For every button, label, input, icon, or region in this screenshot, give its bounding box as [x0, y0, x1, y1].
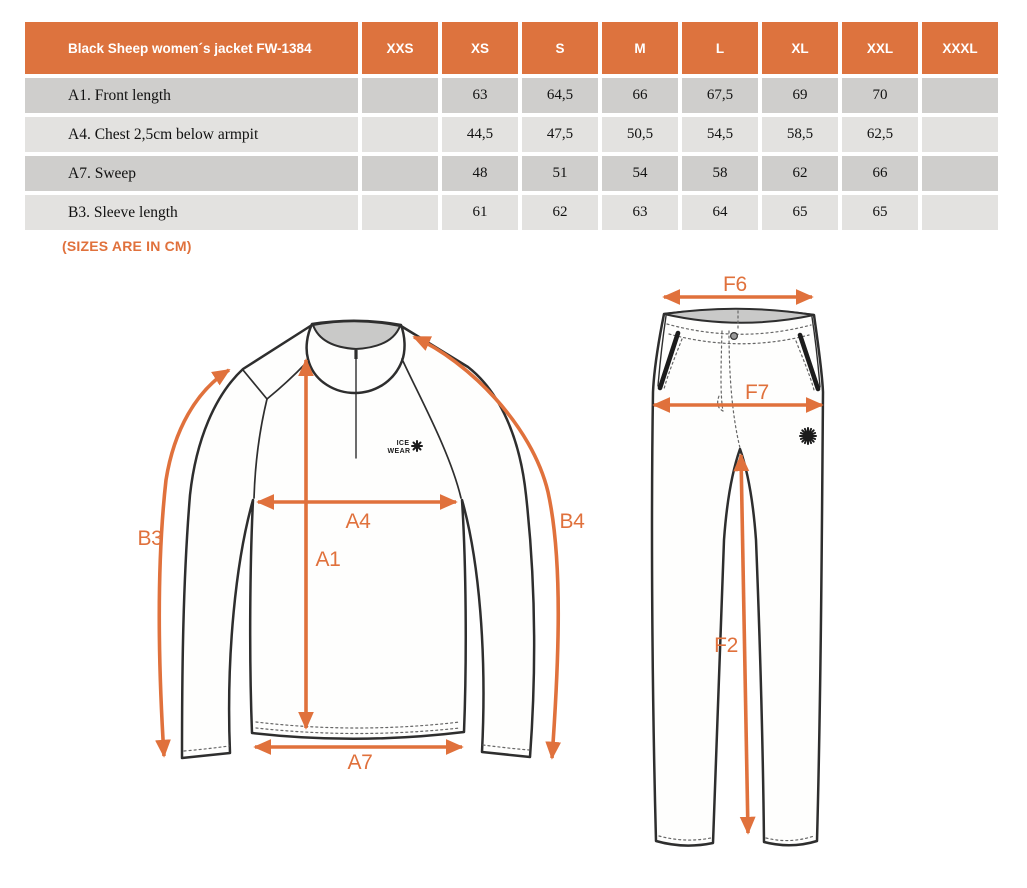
col-header-xs: XS [442, 22, 518, 74]
label-a4: A4 [345, 510, 371, 533]
cell-value: 63 [602, 195, 678, 230]
cell-value: 69 [762, 78, 838, 113]
col-header-s: S [522, 22, 598, 74]
cell-value: 62 [522, 195, 598, 230]
logo-text-line2: WEAR [387, 448, 411, 455]
cell-value: 62 [762, 156, 838, 191]
label-a7: A7 [347, 751, 373, 774]
cell-value: 44,5 [442, 117, 518, 152]
row-label: A7. Sweep [25, 156, 358, 191]
cell-value: 58 [682, 156, 758, 191]
label-a1: A1 [315, 548, 341, 571]
cell-value: 64 [682, 195, 758, 230]
pants-snowflake-icon [800, 428, 816, 444]
arrow-f2 [741, 455, 748, 833]
row-label: B3. Sleeve length [25, 195, 358, 230]
col-header-xxl: XXL [842, 22, 918, 74]
cell-value: 54,5 [682, 117, 758, 152]
cell-value: 62,5 [842, 117, 918, 152]
pants-button [731, 333, 738, 340]
cell-value: 51 [522, 156, 598, 191]
cell-value: 64,5 [522, 78, 598, 113]
label-f7: F7 [745, 381, 769, 404]
cell-value: 67,5 [682, 78, 758, 113]
col-header-l: L [682, 22, 758, 74]
cell-value: 65 [762, 195, 838, 230]
pants-body [652, 310, 823, 846]
cell-value: 70 [842, 78, 918, 113]
cell-value: 58,5 [762, 117, 838, 152]
cell-value: 65 [842, 195, 918, 230]
cell-value: 50,5 [602, 117, 678, 152]
pants-drawing [652, 273, 823, 846]
table-title: Black Sheep women´s jacket FW-1384 [25, 22, 358, 74]
logo-text-line1: ICE [396, 440, 410, 447]
col-header-xxxl: XXXL [922, 22, 998, 74]
cell-value: 63 [442, 78, 518, 113]
row-label: A1. Front length [25, 78, 358, 113]
row-label: A4. Chest 2,5cm below armpit [25, 117, 358, 152]
cell-value: 66 [602, 78, 678, 113]
col-header-xl: XL [762, 22, 838, 74]
col-header-m: M [602, 22, 678, 74]
sizes-unit-note: (SIZES ARE IN CM) [62, 238, 192, 254]
label-b3: B3 [137, 527, 163, 550]
cell-value: 61 [442, 195, 518, 230]
cell-value: 54 [602, 156, 678, 191]
label-f6: F6 [723, 273, 747, 296]
col-header-xxs: XXS [362, 22, 438, 74]
label-f2: F2 [714, 634, 738, 657]
logo-snowflake-icon [412, 441, 422, 451]
label-b4: B4 [559, 510, 585, 533]
cell-value: 48 [442, 156, 518, 191]
jacket-drawing [137, 321, 585, 774]
cell-value: 66 [842, 156, 918, 191]
cell-value: 47,5 [522, 117, 598, 152]
